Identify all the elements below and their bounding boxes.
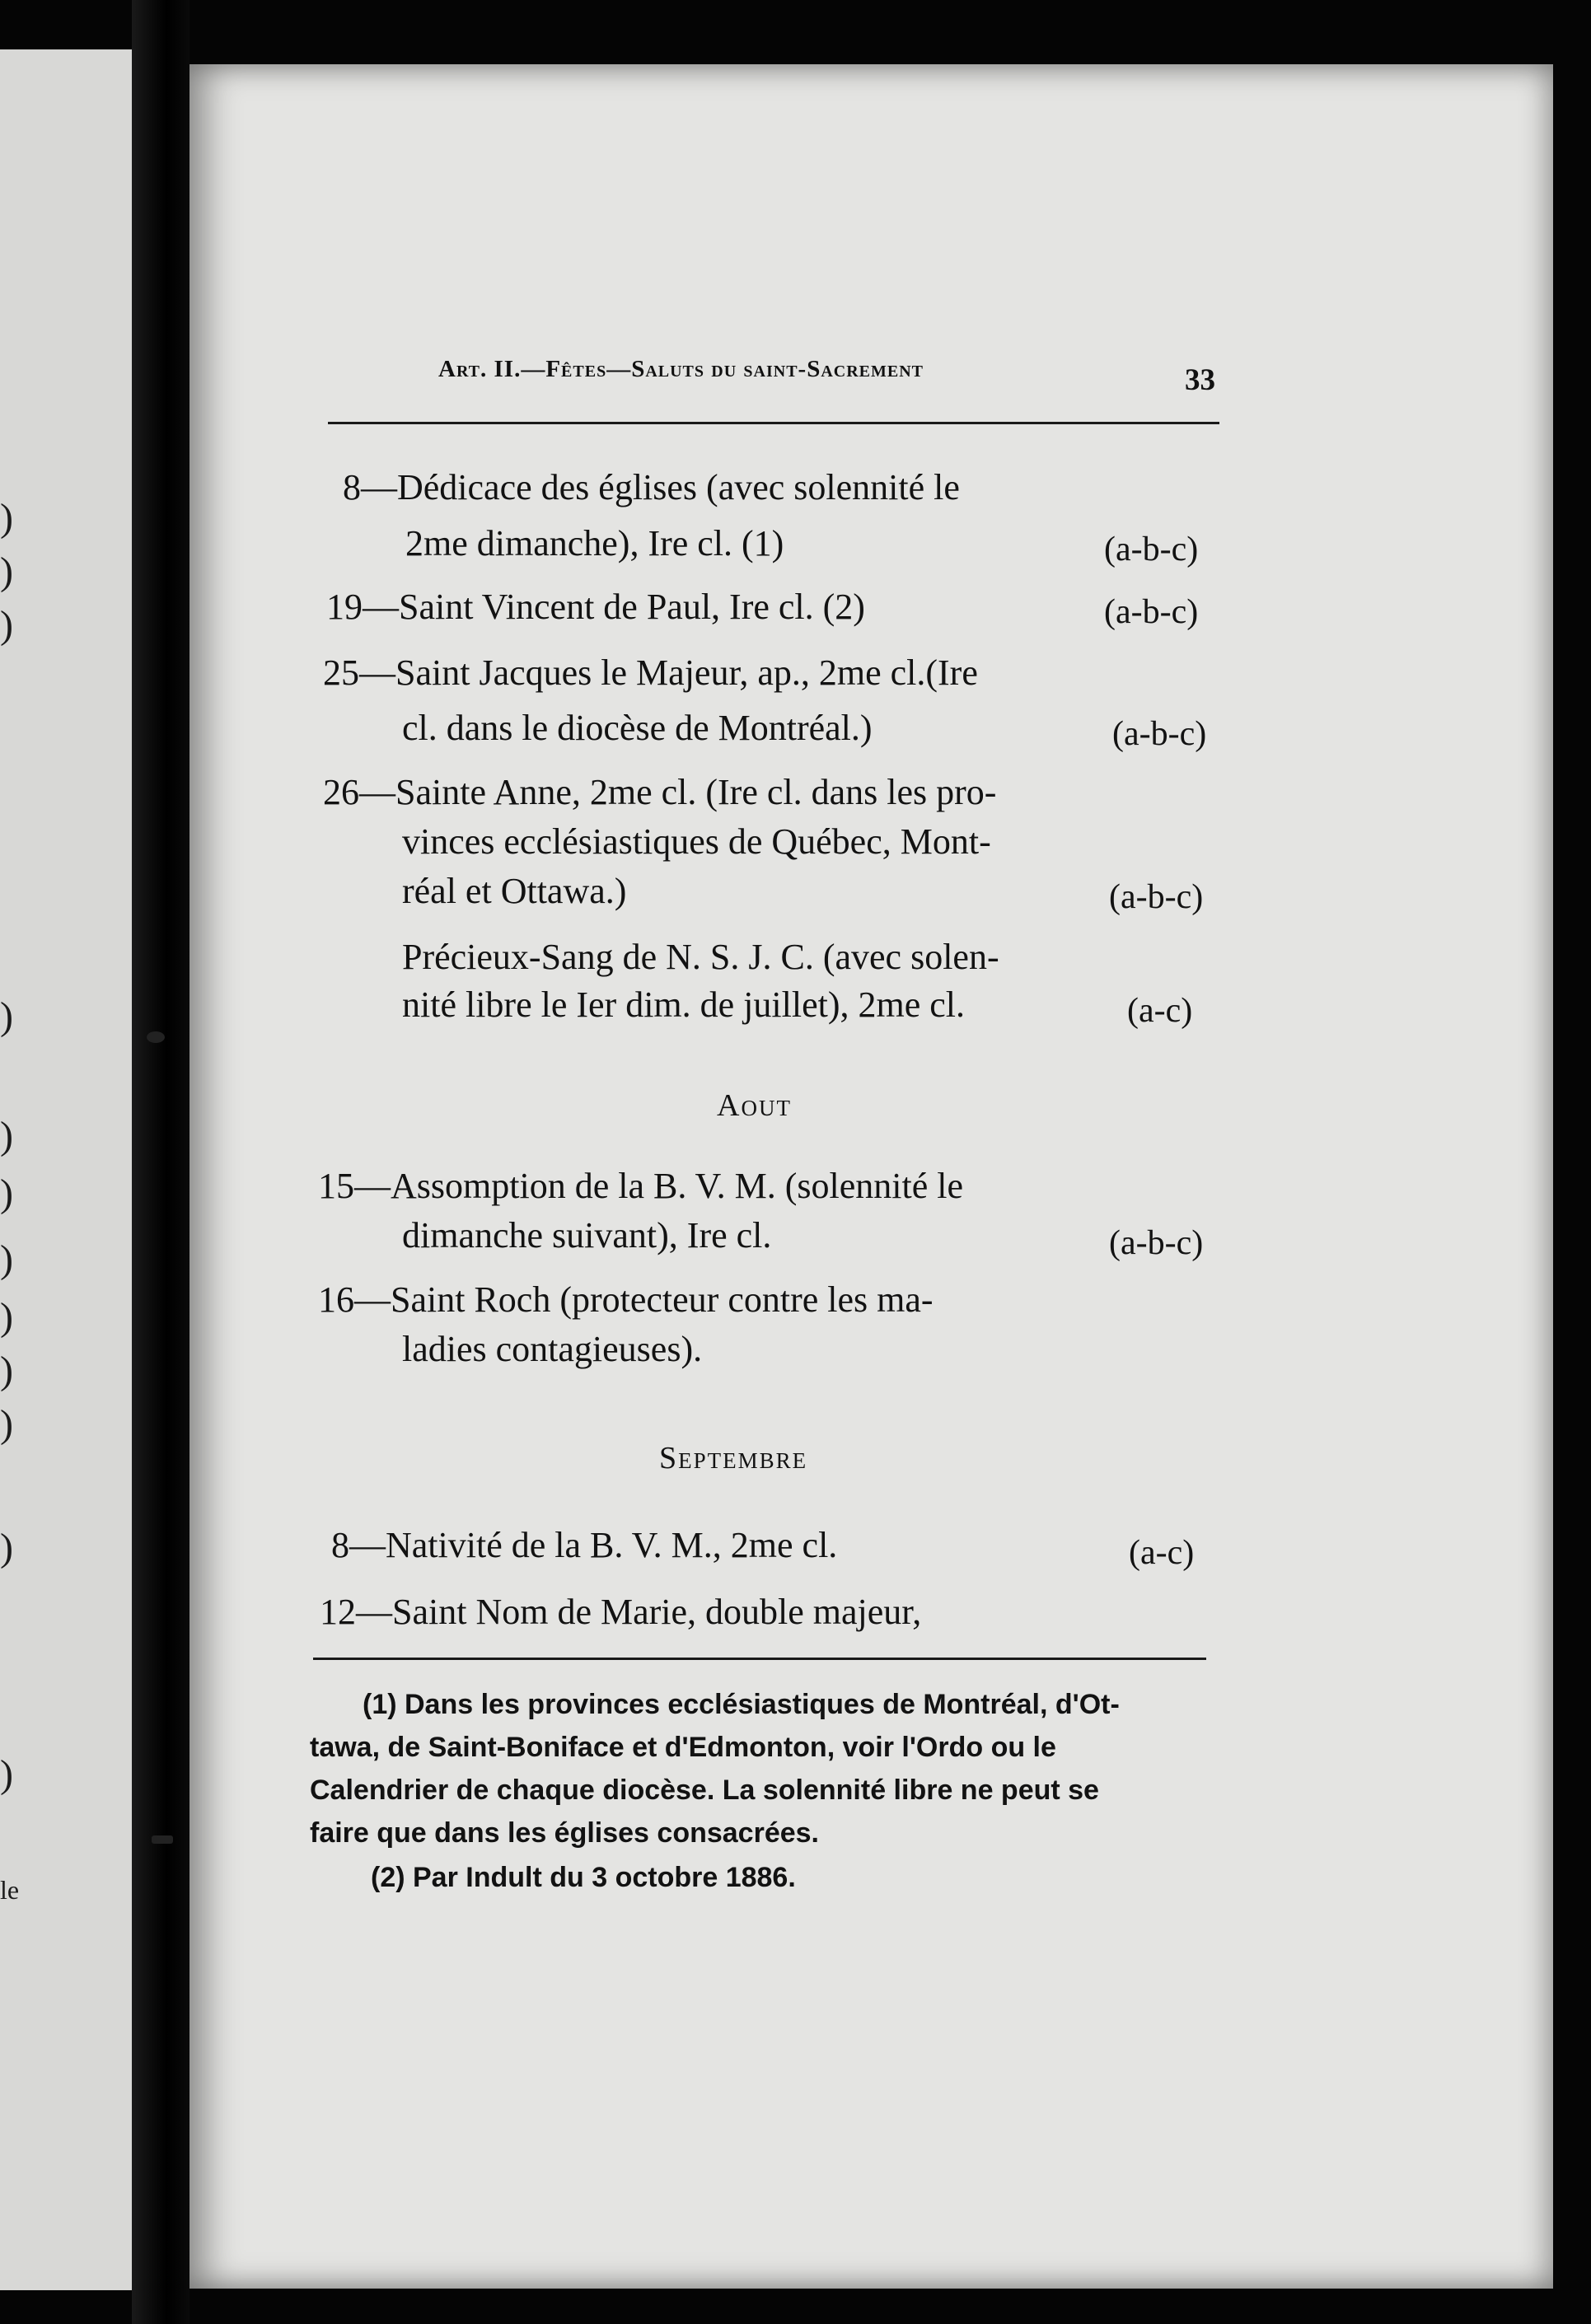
entry-line: vinces ecclésiastiques de Québec, Mont-	[402, 821, 991, 862]
scan-speck	[152, 1835, 173, 1844]
entry-ref: (a-b-c)	[1112, 715, 1207, 753]
entry-line: 15—Assomption de la B. V. M. (solennité le	[318, 1166, 964, 1206]
entry-line: ladies contagieuses).	[402, 1329, 703, 1369]
edge-mark: )	[0, 1295, 13, 1339]
footnote-line: (1) Dans les provinces ecclésiastiques de Montréal, d'Ot-	[363, 1689, 1120, 1720]
edge-mark: )	[0, 1349, 13, 1392]
entry-ref: (a-b-c)	[1109, 878, 1204, 916]
entry-ref: (a-c)	[1127, 992, 1193, 1030]
entry-ref: (a-b-c)	[1104, 531, 1199, 568]
edge-mark: )	[0, 1402, 13, 1446]
edge-mark: )	[0, 1171, 13, 1215]
entry-line: dimanche suivant), Ire cl.	[402, 1215, 772, 1256]
page-number: 33	[1185, 363, 1215, 397]
entry-ref: (a-c)	[1129, 1534, 1195, 1572]
footnote-line: faire que dans les églises consacrées.	[310, 1817, 819, 1849]
section-heading-aout: Aout	[717, 1088, 792, 1123]
edge-mark: )	[0, 1752, 13, 1796]
entry-line: 19—Saint Vincent de Paul, Ire cl. (2)	[326, 587, 865, 627]
adjacent-page	[0, 49, 148, 2290]
entry-line: nité libre le Ier dim. de juillet), 2me cl.	[402, 984, 965, 1025]
entry-line: réal et Ottawa.)	[402, 871, 627, 911]
edge-mark: )	[0, 603, 13, 647]
edge-mark: )	[0, 1237, 13, 1281]
entry-line: 8—Dédicace des églises (avec solennité le	[343, 467, 960, 507]
entry-line: Précieux-Sang de N. S. J. C. (avec solen-	[402, 937, 999, 977]
edge-mark: )	[0, 994, 13, 1038]
entry-line: 12—Saint Nom de Marie, double majeur,	[320, 1592, 922, 1632]
running-head: Art. II.—Fêtes—Saluts du saint-Sacrement	[438, 356, 924, 382]
scan-speck	[147, 1031, 165, 1043]
entry-line: 26—Sainte Anne, 2me cl. (Ire cl. dans les pro-	[323, 772, 997, 812]
entry-line: cl. dans le diocèse de Montréal.)	[402, 708, 873, 748]
edge-mark: le	[0, 1875, 20, 1905]
entry-line: 16—Saint Roch (protecteur contre les ma-	[318, 1279, 934, 1320]
footnote-rule	[313, 1658, 1206, 1660]
entry-line: 8—Nativité de la B. V. M., 2me cl.	[331, 1525, 838, 1565]
entry-line: 25—Saint Jacques le Majeur, ap., 2me cl.(Ire	[323, 652, 978, 693]
edge-mark: )	[0, 1526, 13, 1569]
edge-mark: )	[0, 1114, 13, 1157]
book-gutter	[132, 0, 190, 2324]
section-heading-septembre: Septembre	[659, 1441, 808, 1475]
footnote-line: tawa, de Saint-Boniface et d'Edmonton, voir l'Ordo ou le	[310, 1732, 1056, 1763]
entry-ref: (a-b-c)	[1109, 1224, 1204, 1262]
footnote-line: (2) Par Indult du 3 octobre 1886.	[371, 1862, 796, 1893]
edge-mark: )	[0, 496, 13, 540]
edge-mark: )	[0, 549, 13, 593]
footnote-line: Calendrier de chaque diocèse. La solennité libre ne peut se	[310, 1775, 1099, 1806]
entry-line: 2me dimanche), Ire cl. (1)	[405, 523, 784, 563]
entry-ref: (a-b-c)	[1104, 593, 1199, 631]
header-rule	[328, 422, 1219, 424]
